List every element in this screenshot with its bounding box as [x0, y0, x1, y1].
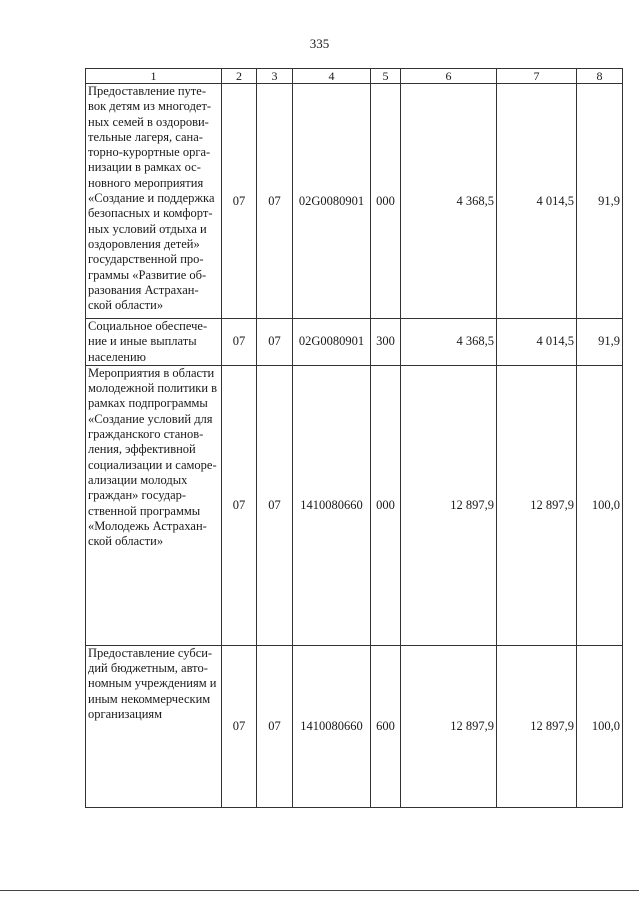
- target-article-cell: 02G0080901: [293, 84, 371, 319]
- expense-type-cell: 000: [371, 84, 401, 319]
- subsection-cell: 07: [257, 645, 293, 807]
- section-cell: 07: [222, 319, 257, 366]
- row-name-cell: [86, 84, 222, 319]
- header-col-7: 7: [497, 69, 577, 84]
- col6-cell: 4 368,5: [401, 84, 497, 319]
- col6-cell: 12 897,9: [401, 365, 497, 645]
- row-name-cell: [86, 319, 222, 366]
- subsection-cell: 07: [257, 319, 293, 366]
- col7-cell: 4 014,5: [497, 84, 577, 319]
- row-name-cell: [86, 645, 222, 807]
- subsection-cell: 07: [257, 365, 293, 645]
- row-name: Предоставление путе- вок детям из многодет- ных семей в оздорови- тельные лагеря, сана- торно-курортные орга- низации в рамках ос- новного мероприятия «Создание и поддержка безопасных и комфорт- ных условий отдыха и оздоровления детей» государственной про- граммы «Развитие об- разования Астрахан- ской области»: [88, 84, 215, 313]
- header-col-1: 1: [86, 69, 222, 84]
- col7-cell: 4 014,5: [497, 319, 577, 366]
- bottom-edge-line: [0, 890, 639, 891]
- table-row: [86, 645, 623, 807]
- header-col-3: 3: [257, 69, 293, 84]
- header-col-4: 4: [293, 69, 371, 84]
- target-article-cell: 02G0080901: [293, 319, 371, 366]
- table-row: [86, 84, 623, 319]
- row-name: Мероприятия в области молодежной политики в рамках подпрограммы «Создание условий для гражданского станов- ления, эффективной социализации и саморе- ализации молодых граждан» государ- ственной программы «Молодежь Астрахан- ской области»: [88, 365, 218, 549]
- subsection-cell: 07: [257, 84, 293, 319]
- target-article-cell: 1410080660: [293, 365, 371, 645]
- header-col-8: 8: [577, 69, 623, 84]
- expense-type-cell: 300: [371, 319, 401, 366]
- col7-cell: 12 897,9: [497, 365, 577, 645]
- expense-type-cell: 600: [371, 645, 401, 807]
- col8-cell: 91,9: [577, 84, 623, 319]
- col6-cell: 12 897,9: [401, 645, 497, 807]
- section-cell: 07: [222, 645, 257, 807]
- expense-type-cell: 000: [371, 365, 401, 645]
- budget-table: [85, 68, 623, 808]
- row-name: Предоставление субси- дий бюджетным, авто- номным учреждениям и иным некоммерческим организациям: [88, 645, 217, 722]
- row-name-cell: [86, 365, 222, 645]
- row-name: Социальное обеспече- ние и иные выплаты населению: [88, 319, 208, 364]
- table-header-row: [86, 69, 623, 84]
- col6-cell: 4 368,5: [401, 319, 497, 366]
- table-row: [86, 365, 623, 645]
- col8-cell: 91,9: [577, 319, 623, 366]
- section-cell: 07: [222, 365, 257, 645]
- header-col-6: 6: [401, 69, 497, 84]
- target-article-cell: 1410080660: [293, 645, 371, 807]
- table-row: [86, 319, 623, 366]
- col8-cell: 100,0: [577, 645, 623, 807]
- col8-cell: 100,0: [577, 365, 623, 645]
- page-number: 335: [309, 36, 330, 51]
- header-col-5: 5: [371, 69, 401, 84]
- header-col-2: 2: [222, 69, 257, 84]
- col7-cell: 12 897,9: [497, 645, 577, 807]
- section-cell: 07: [222, 84, 257, 319]
